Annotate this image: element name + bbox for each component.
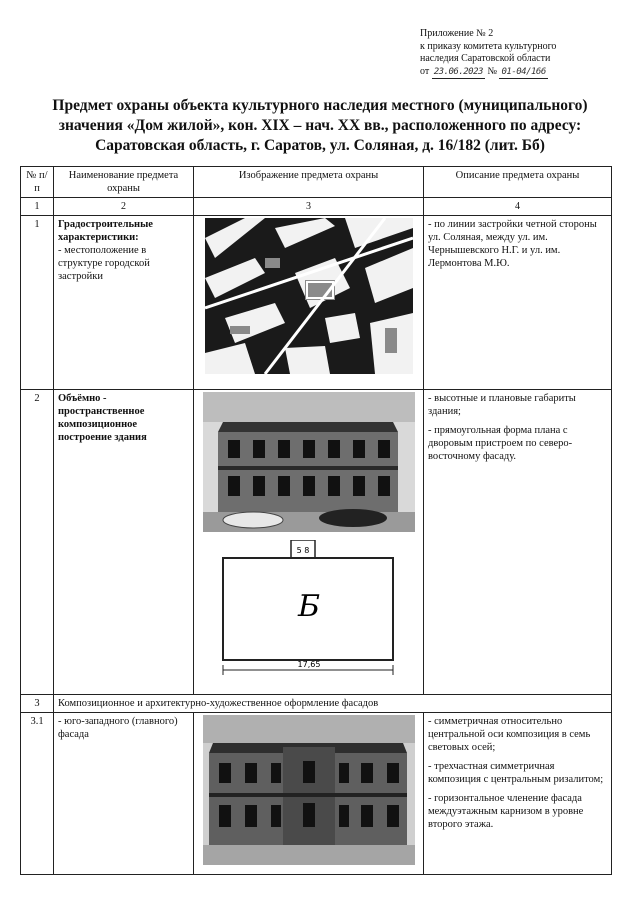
row-desc-item: - высотные и плановые габариты здания; [428, 393, 576, 417]
appendix-line-2: к приказу комитета культурного [420, 40, 557, 52]
row-desc-item: - по линии застройки четной стороны ул. Соляная, между ул. им. Чернышевского Н.Г. и ул. им. Лермонтова М.Ю. [428, 219, 597, 269]
table-row [21, 713, 612, 875]
table-header-row [21, 167, 612, 198]
row-name-detail: - юго-западного (главного) фасада [54, 713, 194, 875]
from-label: от [420, 65, 430, 77]
row-desc-item: - симметричная относительно центральной оси композиция в семь световых осей; [428, 716, 591, 753]
building-letter: Б [297, 589, 320, 624]
section-row [21, 695, 612, 713]
building-photo [203, 392, 415, 532]
row-desc-item: - горизонтальное членение фасада междуэтажным карнизом в уровне второго этажа. [428, 793, 584, 830]
table-row [21, 216, 612, 390]
header-name: Наименование предмета охраны [54, 167, 194, 198]
appendix-line-3: наследия Саратовской области [420, 53, 551, 64]
row-image-cell [194, 713, 424, 875]
aerial-map-image [205, 218, 413, 374]
dimension-label: 17,65 [297, 660, 320, 669]
row-name-title: Градостроительные характеристики: [58, 219, 153, 243]
row-number: 1 [21, 216, 54, 390]
row-number: 3.1 [21, 713, 54, 875]
order-date: 23.06.2023 [432, 66, 485, 80]
row-image-cell [194, 216, 424, 390]
annex-label: 5 8 [296, 546, 309, 555]
row-name-detail: - местоположение в структуре городской застройки [58, 245, 150, 282]
floor-plan-drawing [203, 540, 415, 680]
header-desc: Описание предмета охраны [424, 167, 612, 198]
col-number-1: 1 [21, 198, 54, 216]
title-line-3: Саратовская область, г. Саратов, ул. Соляная, д. 16/182 (лит. Бб) [95, 137, 545, 154]
col-number-2: 2 [54, 198, 194, 216]
row-number: 3 [21, 695, 54, 713]
section-title: Композиционное и архитектурно-художественное оформление фасадов [54, 695, 612, 713]
row-desc-item: - трехчастная симметричная композиция с центральным ризалитом; [428, 761, 604, 785]
col-number-3: 3 [194, 198, 424, 216]
row-desc-cell [424, 390, 612, 695]
row-name-cell [54, 216, 194, 390]
row-image-cell [194, 390, 424, 695]
row-desc-cell [424, 216, 612, 390]
row-desc-item: - прямоугольная форма плана с дворовым пристроем по северо-восточному фасаду. [428, 425, 573, 462]
appendix-line-1: Приложение № 2 [420, 28, 494, 39]
col-number-4: 4 [424, 198, 612, 216]
number-label: № [487, 65, 497, 77]
header-image: Изображение предмета охраны [194, 167, 424, 198]
title-line-1: Предмет охраны объекта культурного наследия местного (муниципального) [52, 97, 588, 114]
appendix-block [420, 28, 620, 79]
row-desc-cell [424, 713, 612, 875]
protection-subject-table [20, 166, 612, 875]
column-number-row [21, 198, 612, 216]
facade-photo [203, 715, 415, 865]
order-number: 01-04/166 [499, 66, 547, 80]
row-name-title: Объёмно - пространственное композиционное построение здания [54, 390, 194, 695]
title-line-2: значения «Дом жилой», кон. XIX – нач. XX вв., расположенного по адресу: [58, 117, 582, 134]
table-row [21, 390, 612, 695]
header-num: № п/п [21, 167, 54, 198]
row-number: 2 [21, 390, 54, 695]
appendix-date-line [420, 66, 620, 80]
document-title [20, 96, 620, 156]
